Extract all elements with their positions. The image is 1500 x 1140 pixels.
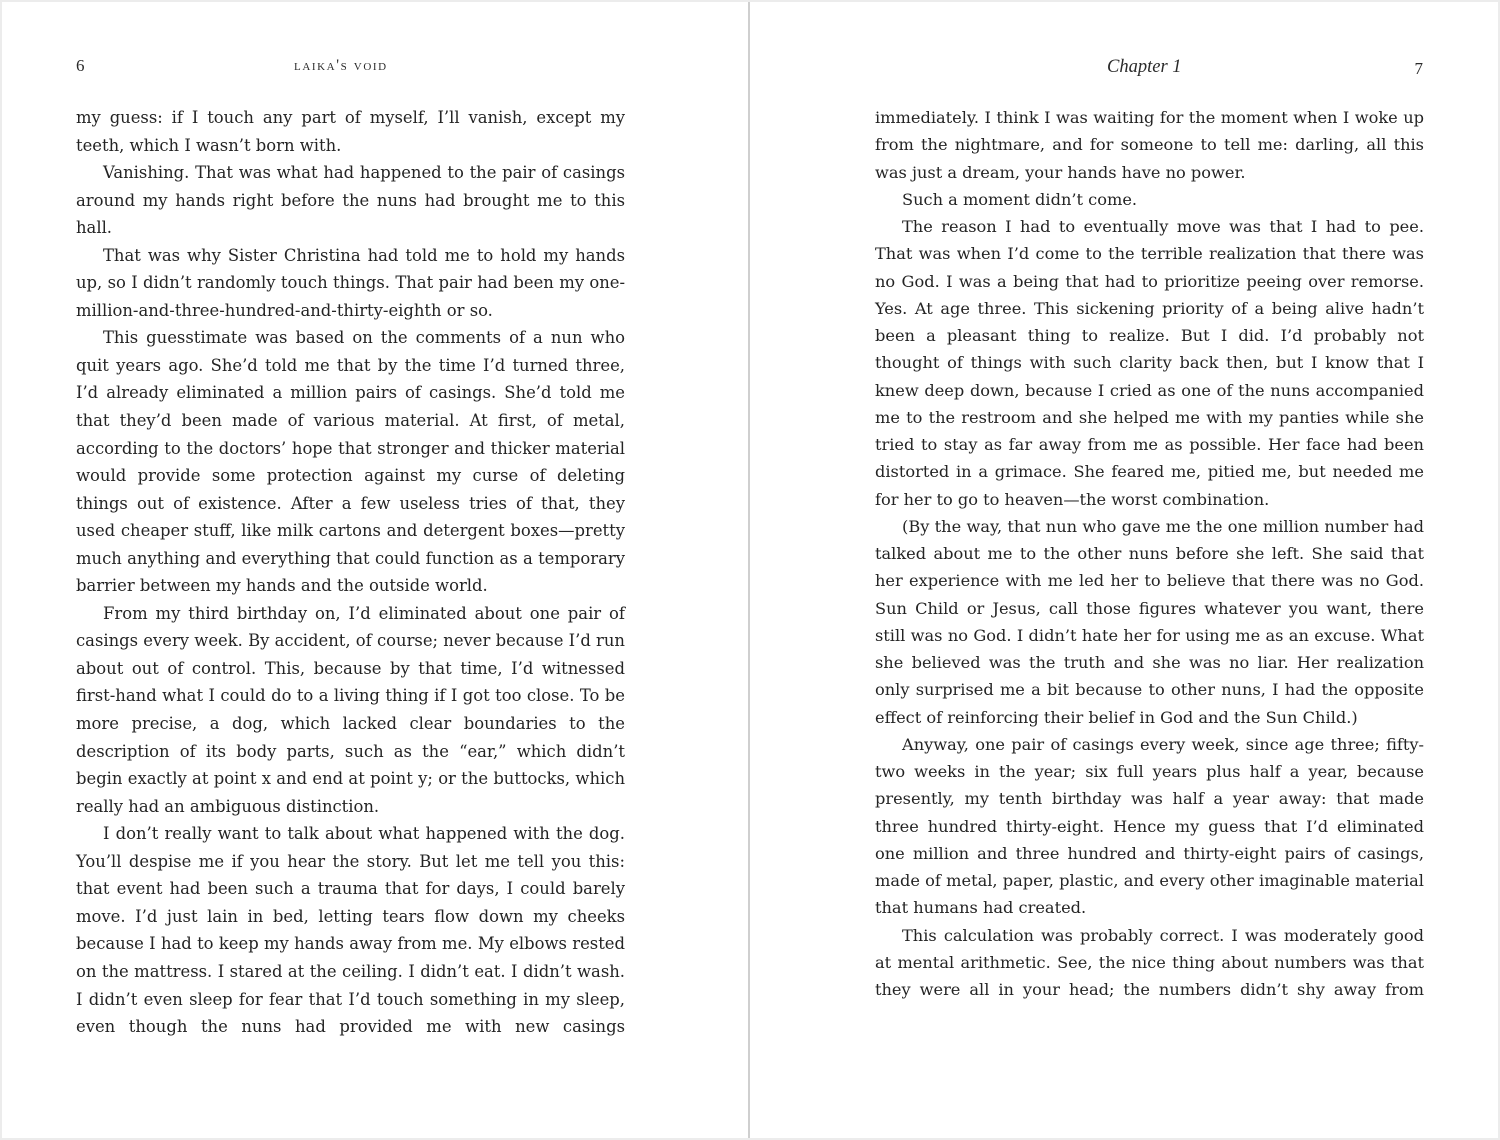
paragraph: From my third birthday on, I’d eliminated about one pair of casings every week. By accident, of course; never because I’d run about out of control. This, because by that time, I’d witnessed first-hand what I could do to a living thing if I got too close. To be more precise, a dog, which lacked clear boundaries to the description of its body parts, such as the “ear,” which didn’t begin exactly at point x and end at point y; or the buttocks, which really had an ambiguous distinction. [76, 603, 625, 816]
paragraph: (By the way, that nun who gave me the one million number had talked about me to the other nuns before she left. She said that her experience with me led her to believe that there was no God. Sun Child or Jesus, call those figures whatever you want, there still was no God. I didn’t hate her for using me as an excuse. What she believed was the truth and she was no liar. Her realization only surprised me a bit because to other nuns, I had the opposite effect of reinforcing their belief in God and the Sun Child.) [875, 516, 1424, 727]
page-number: 6 [76, 56, 85, 75]
paragraph: I don’t really want to talk about what happened with the dog. You’ll despise me if you hear the story. But let me tell you this: that event had been such a trauma that for days, I could barely move. I’d just lain in bed, letting tears flow down my cheeks because I had to keep my hands away from me. My elbows rested on the mattress. I stared at the ceiling. I didn’t eat. I didn’t wash. I didn’t even sleep for fear that I’d touch something in my sleep, even though the nuns had provided me with new casings [76, 824, 625, 1037]
left-page-body [76, 104, 625, 1041]
right-page-header [750, 54, 1496, 84]
left-page-header [2, 54, 748, 84]
right-page[interactable] [749, 2, 1496, 1138]
right-page-body [875, 104, 1424, 1003]
paragraph: The reason I had to eventually move was that I had to pee. That was when I’d come to the terrible realization that there was no God. I was a being that had to prioritize peeing over remorse. Yes. At age three. This sickening priority of a being alive hadn’t been a pleasant thing to realize. But I did. I’d probably not thought of things with such clarity back then, but I know that I knew deep down, because I cried as one of the nuns accompanied me to the restroom and she helped me with my panties while she tried to stay as far away from me as possible. Her face had been distorted in a grimace. She feared me, pitied me, but needed me for her to go to heaven—the worst combination. [875, 217, 1424, 509]
paragraph: That was why Sister Christina had told me to hold my hands up, so I didn’t randomly touch things. That pair had been my one-million-and-three-hundred-and-thirty-eighth or so. [76, 245, 625, 320]
page-number: 7 [1414, 59, 1423, 78]
paragraph: Such a moment didn’t come. [902, 189, 1138, 209]
paragraph: This guesstimate was based on the comments of a nun who quit years ago. She’d told me that by the time I’d turned three, I’d already eliminated a million pairs of casings. She’d told me that they’d been made of various material. At first, of metal, according to the doctors’ hope that stronger and thicker material would provide some protection against my curse of deleting things out of existence. After a few useless tries of that, they used cheaper stuff, like milk cartons and detergent boxes—pretty much anything and everything that could function as a temporary barrier between my hands and the outside world. [76, 328, 625, 596]
paragraph: immediately. I think I was waiting for the moment when I woke up from the nightmare, and for someone to tell me: darling, all this was just a dream, your hands have no power. [875, 108, 1424, 182]
paragraph: Vanishing. That was what had happened to the pair of casings around my hands right before the nuns had brought me to this hall. [76, 163, 625, 238]
paragraph: my guess: if I touch any part of myself, I’ll vanish, except my teeth, which I wasn’t born with. [76, 108, 625, 155]
paragraph: This calculation was probably correct. I was moderately good at mental arithmetic. See, the nice thing about numbers was that they were all in your head; the numbers didn’t shy away from [875, 925, 1424, 999]
running-head-chapter: Chapter 1 [1107, 57, 1182, 77]
running-head-book-title: laika's void [294, 57, 388, 74]
left-page[interactable] [2, 2, 749, 1138]
book-spread [2, 2, 1498, 1138]
paragraph: Anyway, one pair of casings every week, since age three; fifty-two weeks in the year; six full years plus half a year, because presently, my tenth birthday was half a year away: that made three hundred thirty-eight. Hence my guess that I’d eliminated one million and three hundred and thirty-eight pairs of casings, made of metal, paper, plastic, and every other imaginable material that humans had created. [875, 734, 1424, 918]
